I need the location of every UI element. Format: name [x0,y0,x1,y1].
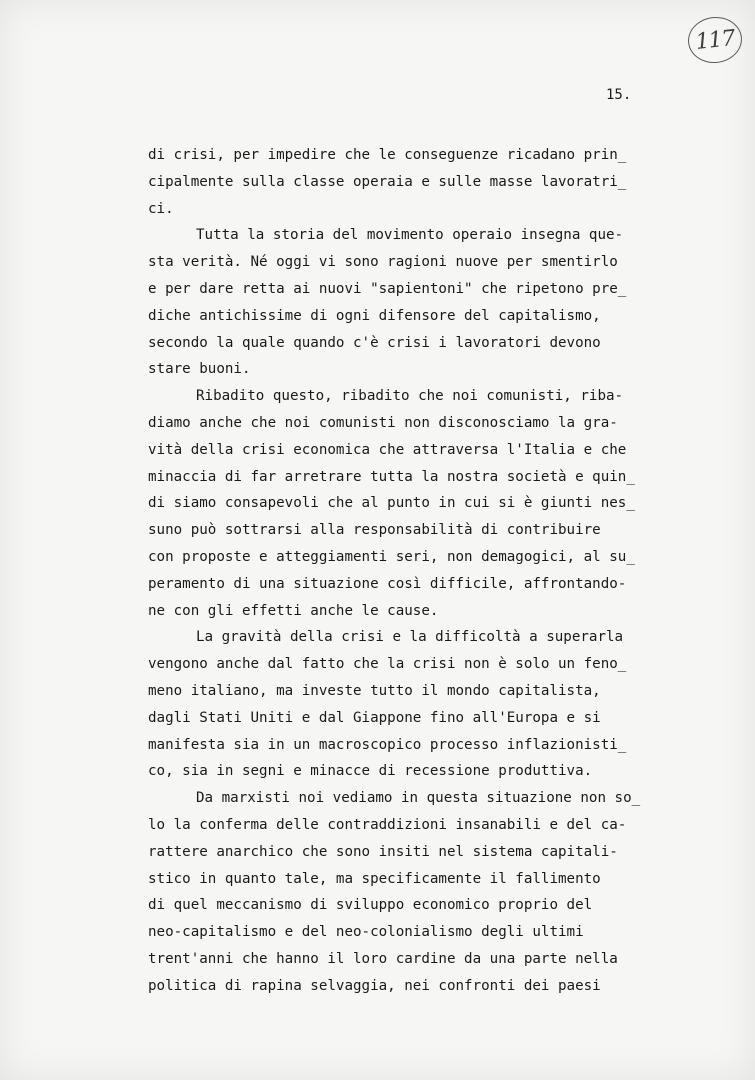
text-line: di quel meccanismo di sviluppo economico proprio del [148,897,593,914]
text-line: neo-capitalismo e del neo-colonialismo degli ultimi [148,924,584,941]
text-line: dagli Stati Uniti e dal Giappone fino all'Europa e si [148,709,601,726]
text-line: stare buoni. [148,361,251,378]
text-line: trent'anni che hanno il loro cardine da una parte nella [148,951,618,967]
text-line: minaccia di far arretrare tutta la nostra società e quin_ [148,468,635,485]
text-line: meno italiano, ma investe tutto il mondo capitalista, [148,683,601,699]
text-line: ne con gli effetti anche le cause. [148,602,439,619]
text-line: ci. [148,200,174,217]
text-line: vità della crisi economica che attraversa l'Italia e che [148,441,627,458]
text-line: La gravità della crisi e la difficoltà a superarla [196,629,624,646]
text-line: secondo la quale quando c'è crisi i lavoratori devono [148,334,601,351]
text-line: politica di rapina selvaggia, nei confronti dei paesi [148,977,601,994]
text-line: Da marxisti noi vediamo in questa situazione non so_ [196,790,641,807]
text-line: vengono anche dal fatto che la crisi non è solo un feno_ [148,656,627,673]
text-line: diamo anche che noi comunisti non disconosciamo la gra- [148,415,618,431]
page-number: 15. [606,87,632,103]
text-line: con proposte e atteggiamenti seri, non demagogici, al su_ [148,549,635,565]
text-line: lo la conferma delle contraddizioni insanabili e del ca- [148,817,627,833]
text-line: diche antichissime di ogni difensore del capitalismo, [148,307,601,324]
text-line: rattere anarchico che sono insiti nel sistema capitali- [148,843,618,860]
text-line: peramento di una situazione così difficile, affrontando- [148,575,627,592]
text-line: cipalmente sulla classe operaia e sulle masse lavoratri_ [148,173,627,190]
text-line: di siamo consapevoli che al punto in cui si è giunti nes_ [148,495,635,512]
text-line: stico in quanto tale, ma specificamente il fallimento [148,870,601,887]
archive-stamp-number: 117 [694,25,736,55]
text-line: e per dare retta ai nuovi "sapientoni" che ripetono pre_ [148,281,627,297]
text-line: Tutta la storia del movimento operaio insegna que- [196,227,624,244]
text-line: suno può sottrarsi alla responsabilità di contribuire [148,522,601,539]
text-line: Ribadito questo, ribadito che noi comunisti, riba- [196,388,624,405]
text-line: di crisi, per impedire che le conseguenze ricadano prin_ [148,147,627,163]
text-line: co, sia in segni e minacce di recessione produttiva. [148,763,593,780]
text-line: sta verità. Né oggi vi sono ragioni nuove per smentirlo [148,254,618,271]
archive-stamp [686,14,745,65]
text-line: manifesta sia in un macroscopico processo inflazionisti_ [148,736,627,753]
